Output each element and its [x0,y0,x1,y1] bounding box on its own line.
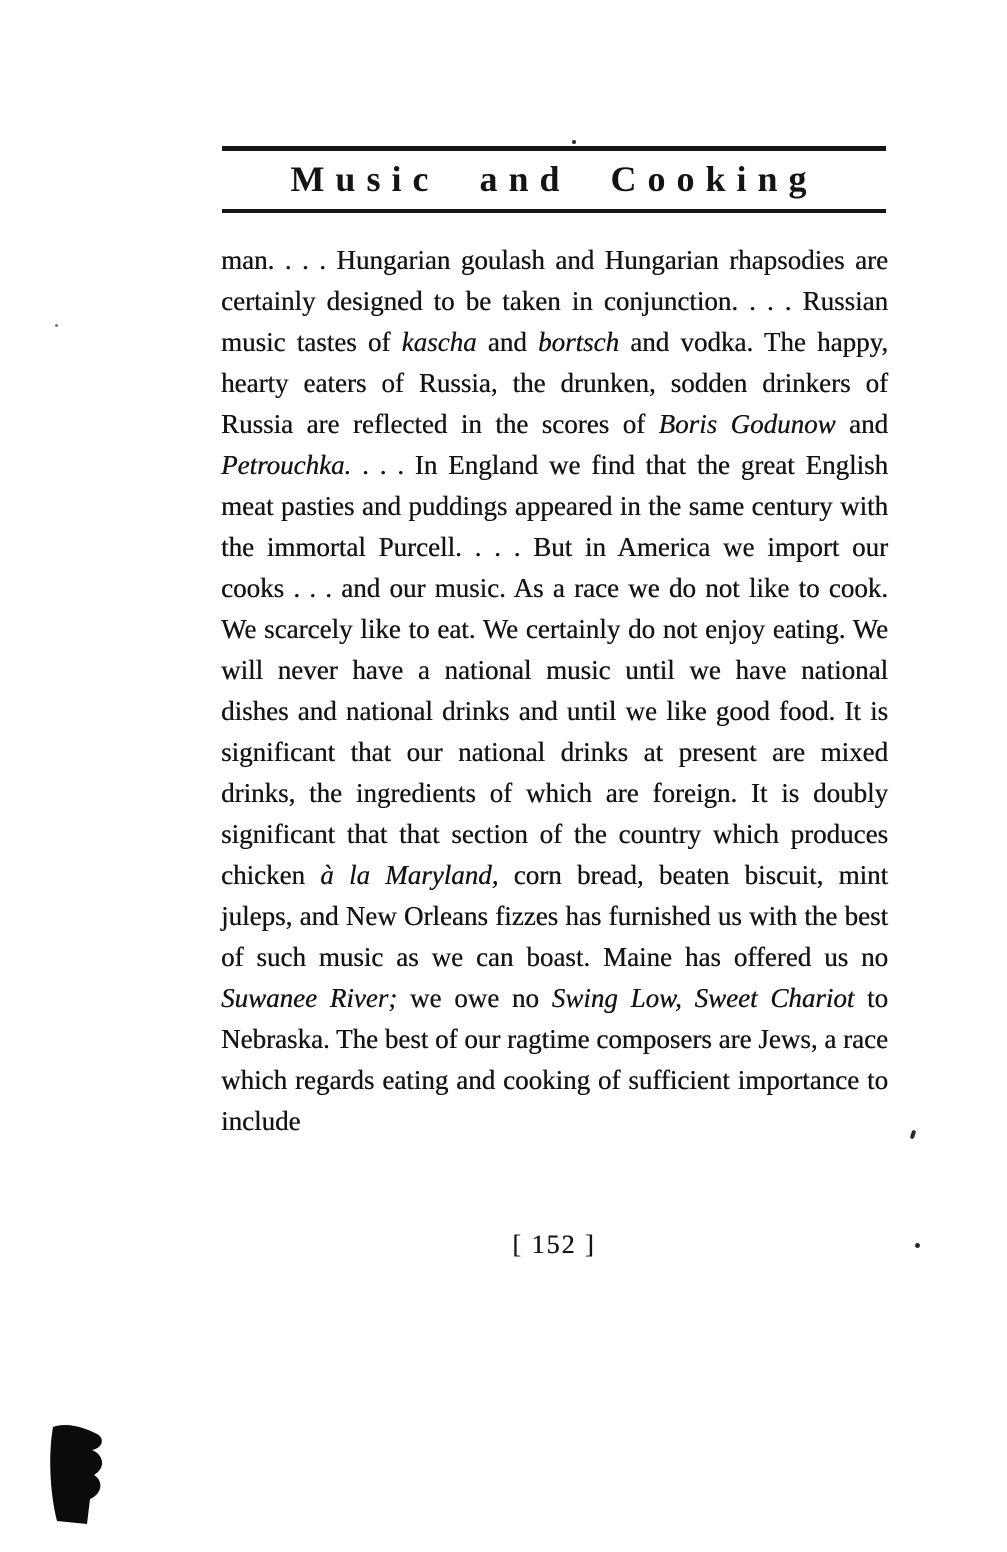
text-segment: and vodka. The happy, hearty eaters of Russia, the drunken, sodden drinkers of Russia are reflected in the scores of [221,327,888,439]
page-number: [ 152 ] [512,1230,596,1259]
text-segment-italic: kascha [401,327,477,357]
text-segment-italic: Petrouchka. [221,450,352,480]
scan-speck [910,1130,917,1140]
header-rule-top [222,146,886,151]
text-segment: corn bread, beaten biscuit, mint juleps, and New Orleans fizzes has furnished us with the best of such music as we can boast. Maine has offered us no [221,860,889,972]
text-segment-italic: Boris Godunow [658,409,836,439]
scan-speck [572,140,576,144]
text-segment-italic: bortsch [537,327,619,357]
text-segment: and [476,327,538,357]
running-head-title: Music and Cooking [290,159,818,199]
text-segment-italic: Swing Low, Sweet Chariot [551,983,855,1013]
text-segment: . . . In England we find that the great English meat pasties and puddings appeared in the same century with the immortal Purcell. . . . But in America we import our cooks . . . and our music. As a race we do not like to cook. We scarcely like to eat. We certainly do not enjoy eating. We will never have a national music until we have national dishes and national drinks and until we like good food. It is significant that our national drinks at present are mixed drinks, the ingredients of which are foreign. It is doubly significant that that section of the country which produces chicken [221,450,888,890]
scan-speck [915,1243,920,1248]
chapter-header [222,146,886,213]
text-segment: man. . . . Hungarian goulash and Hungarian rhapsodies are certainly designed to be taken in conjunction. . . . Russian music tastes of [221,245,888,357]
scan-speck [55,324,58,327]
text-segment-italic: à la Maryland, [320,860,499,890]
text-segment: we owe no [397,983,552,1013]
body-text [221,240,888,1142]
ink-stain [46,1424,108,1528]
header-rule-bottom [222,209,886,213]
text-segment-italic: Suwanee River; [221,983,398,1013]
text-segment: and [835,409,888,439]
text-segment: to Nebraska. The best of our ragtime composers are Jews, a race which regards eating and cooking of sufficient importance to include [221,983,889,1136]
